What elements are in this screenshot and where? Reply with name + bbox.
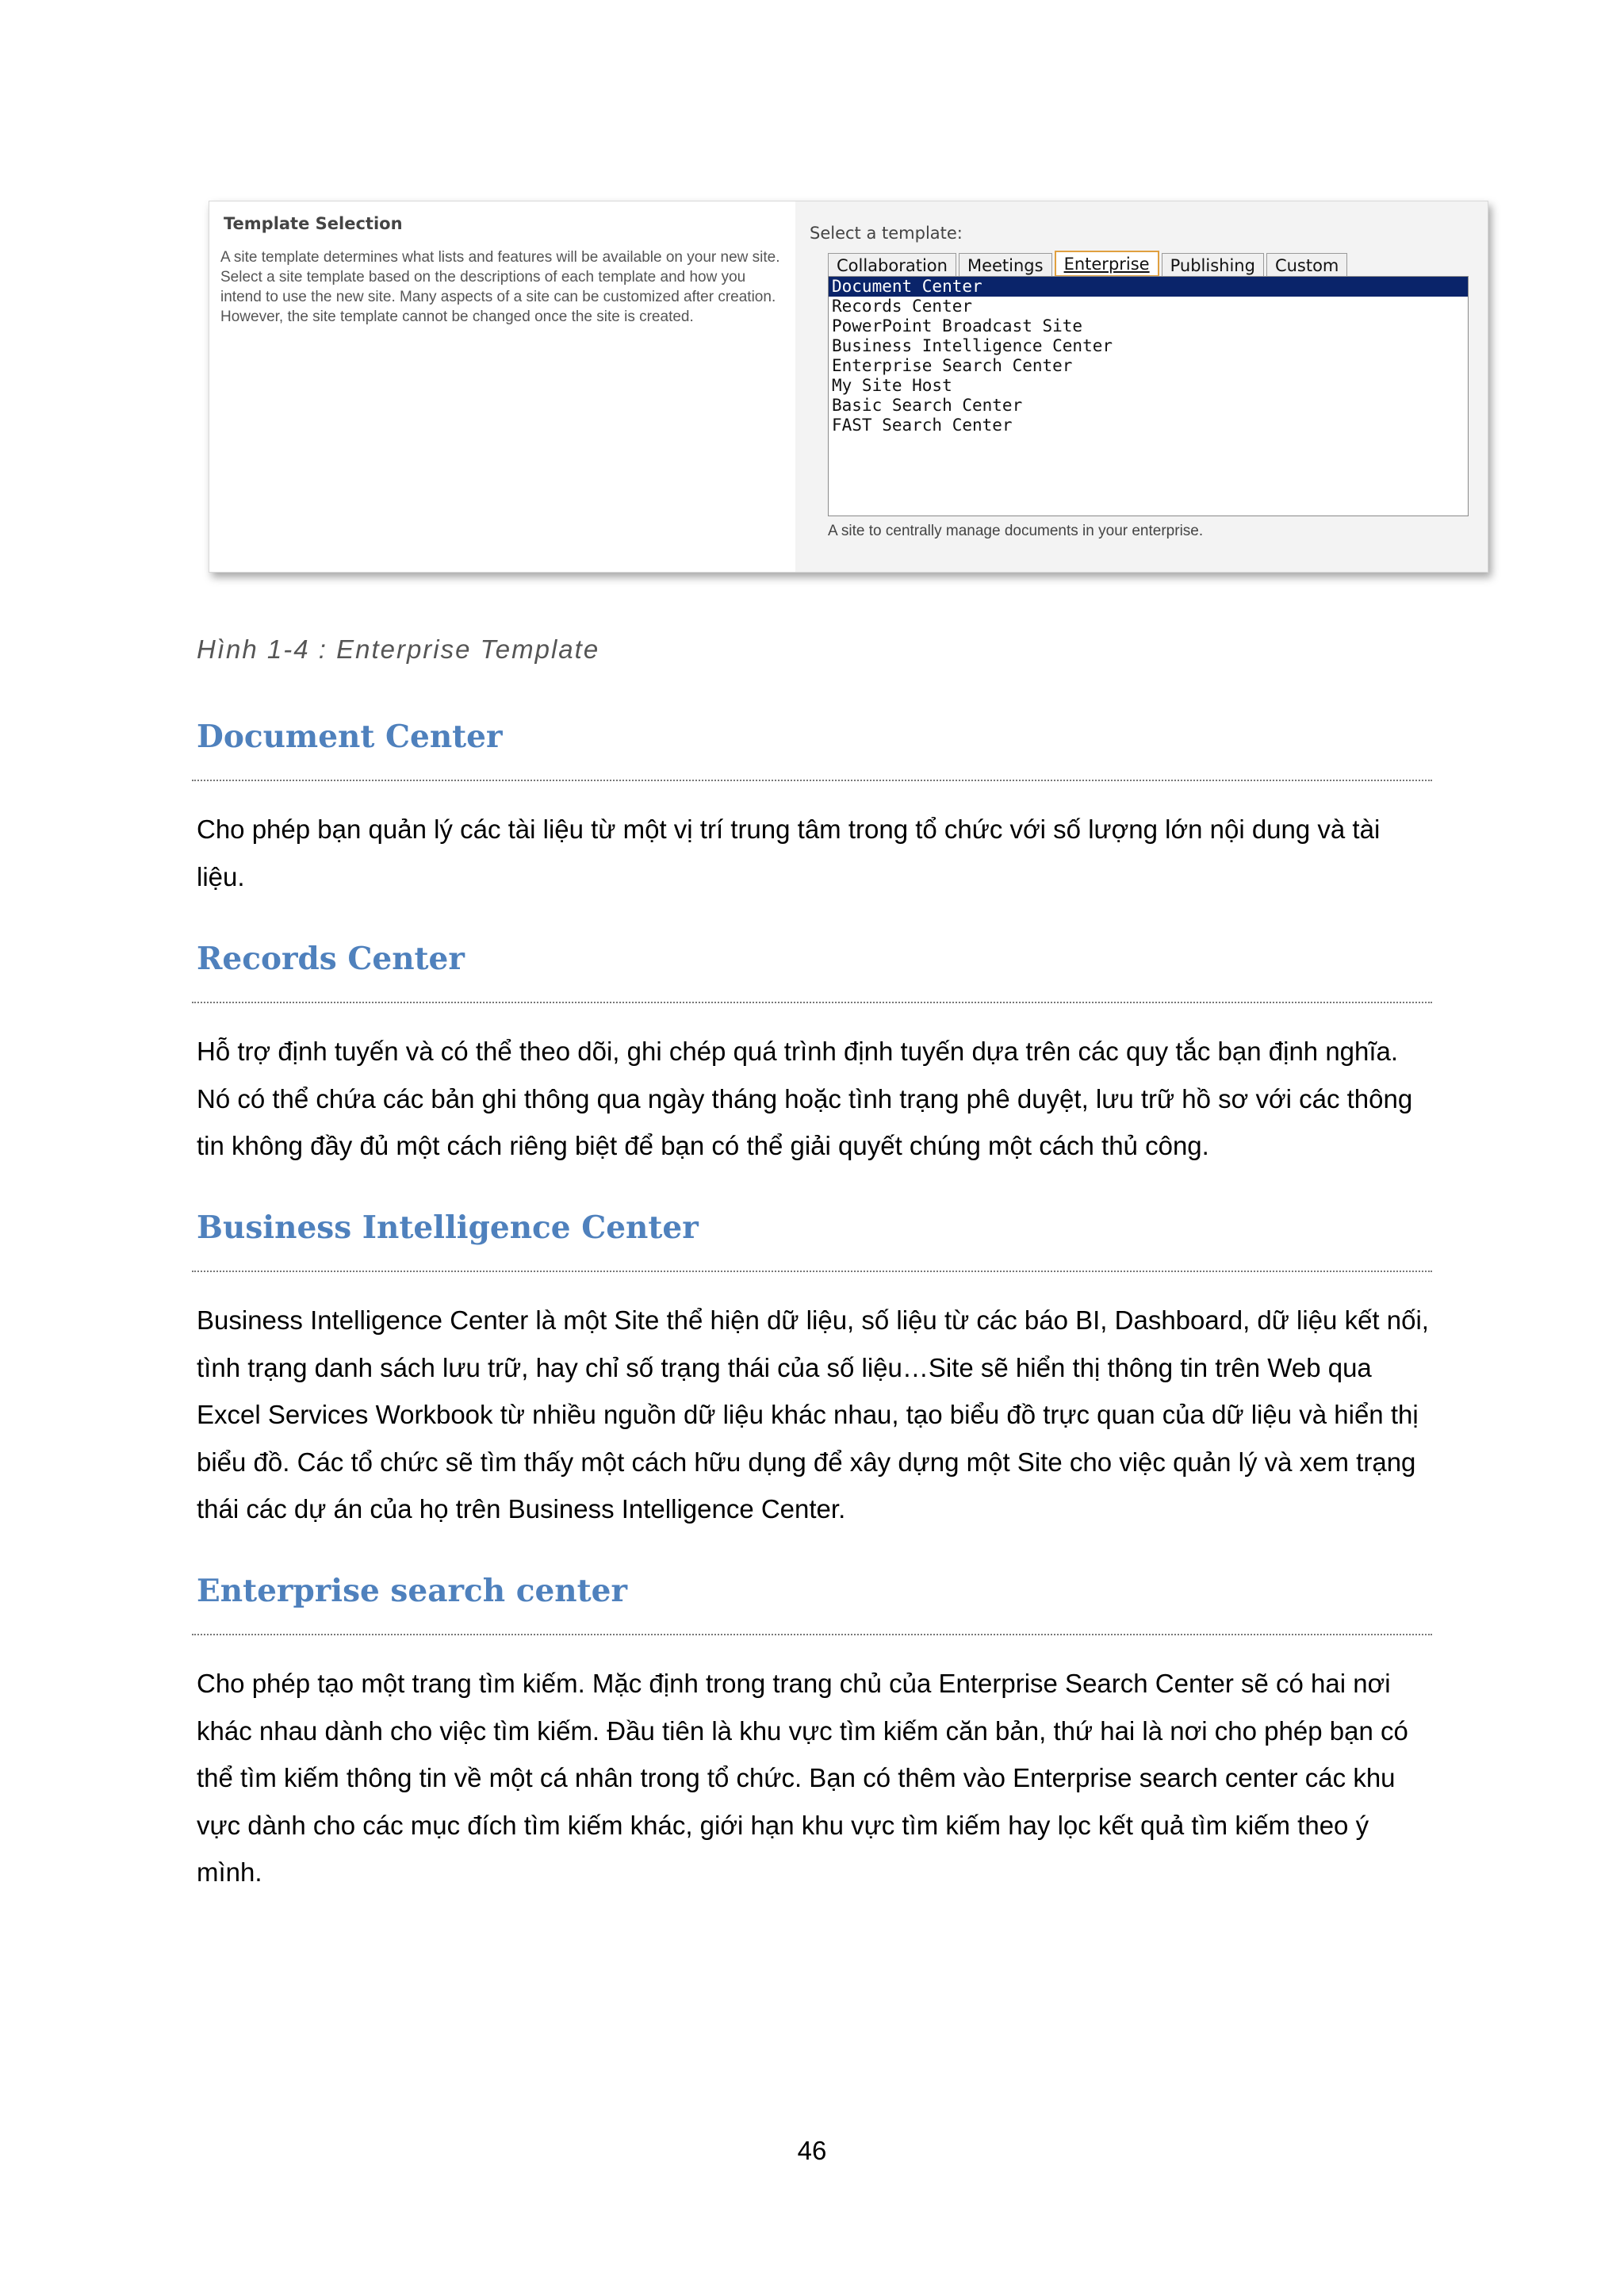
section-body: Hỗ trợ định tuyến và có thể theo dõi, ghi chép quá trình định tuyến dựa trên các quy tắc bạn định nghĩa. Nó có thể chứa các bản ghi thông qua ngày tháng hoặc tình trạng phê duyệt, lưu trữ hồ sơ với các thông tin không đầy đủ một cách riêng biệt để bạn có thể giải quyết chúng một cách thủ công.: [197, 1037, 1413, 1160]
section-divider: [192, 1271, 1432, 1272]
template-selection-title: Template Selection: [224, 214, 403, 233]
tab-collaboration[interactable]: Collaboration: [828, 253, 956, 277]
template-item-enterprise-search-center[interactable]: Enterprise Search Center: [832, 356, 1073, 375]
tab-publishing[interactable]: Publishing: [1162, 253, 1264, 277]
section-divider: [192, 1002, 1432, 1003]
template-category-tabs: [828, 251, 1350, 276]
section-body: Cho phép tạo một trang tìm kiếm. Mặc định trong trang chủ của Enterprise Search Center sẽ có hai nơi khác nhau dành cho việc tìm kiếm. Đầu tiên là khu vực tìm kiếm căn bản, thứ hai là nơi cho phép bạn có thể tìm kiếm thông tin về một cá nhân trong tổ chức. Bạn có thêm vào Enterprise search center các khu vực dành cho các mục đích tìm kiếm khác, giới hạn khu vực tìm kiếm hay lọc kết quả tìm kiếm theo ý mình.: [197, 1669, 1408, 1887]
template-item-document-center[interactable]: Document Center: [829, 277, 1468, 297]
template-item-records-center[interactable]: Records Center: [832, 297, 973, 316]
template-selection-description: A site template determines what lists and features will be available on your new site. Select a site template based on the descriptions of each template and how you intend to use the new site. Many aspects of a site can be customized after creation. However, the site template cannot be changed once the site is created.: [220, 249, 780, 325]
template-selection-info: [216, 208, 780, 557]
section-divider: [192, 780, 1432, 781]
selected-template-description: A site to centrally manage documents in your enterprise.: [828, 523, 1204, 539]
section-heading: Business Intelligence Center: [197, 1209, 699, 1246]
section-business-intelligence-center: [197, 1209, 1434, 1524]
tab-enterprise[interactable]: Enterprise: [1055, 251, 1159, 277]
section-body: Business Intelligence Center là một Site thể hiện dữ liệu, số liệu từ các báo BI, Dashboard, dữ liệu kết nối, tình trạng danh sách lưu trữ, hay chỉ số trạng thái của số liệu…Site sẽ hiển thị thông tin trên Web qua Excel Services Workbook từ nhiều nguồn dữ liệu khác nhau, tạo biểu đồ trực quan của dữ liệu và hiển thị biểu đồ. Các tổ chức sẽ tìm thấy một cách hữu dụng để xây dựng một Site cho việc quản lý và xem trạng thái các dự án của họ trên Business Intelligence Center.: [197, 1305, 1429, 1524]
template-item-powerpoint-broadcast-site[interactable]: PowerPoint Broadcast Site: [832, 316, 1083, 335]
page-number: 46: [797, 2136, 827, 2165]
section-heading: Enterprise search center: [197, 1573, 627, 1609]
template-item-basic-search-center[interactable]: Basic Search Center: [832, 396, 1023, 415]
template-picker: [795, 201, 1488, 572]
template-item-my-site-host[interactable]: My Site Host: [832, 376, 952, 395]
section-enterprise-search-center: [197, 1572, 1434, 1887]
template-selection-screenshot: [209, 201, 1488, 573]
section-records-center: [197, 940, 1434, 1160]
tab-custom[interactable]: Custom: [1266, 253, 1347, 277]
template-listbox[interactable]: [828, 276, 1469, 516]
figure-caption: Hình 1-4 : Enterprise Template: [197, 634, 600, 664]
template-item-business-intelligence-center[interactable]: Business Intelligence Center: [832, 336, 1113, 355]
select-template-label: Select a template:: [810, 224, 963, 243]
section-heading: Document Center: [197, 719, 503, 755]
tab-meetings[interactable]: Meetings: [959, 253, 1052, 277]
section-heading: Records Center: [197, 941, 465, 977]
section-document-center: [197, 718, 1434, 891]
section-body: Cho phép bạn quản lý các tài liệu từ một vị trí trung tâm trong tổ chức với số lượng lớn nội dung và tài liệu.: [197, 815, 1381, 891]
section-divider: [192, 1634, 1432, 1635]
template-item-fast-search-center[interactable]: FAST Search Center: [832, 416, 1013, 435]
